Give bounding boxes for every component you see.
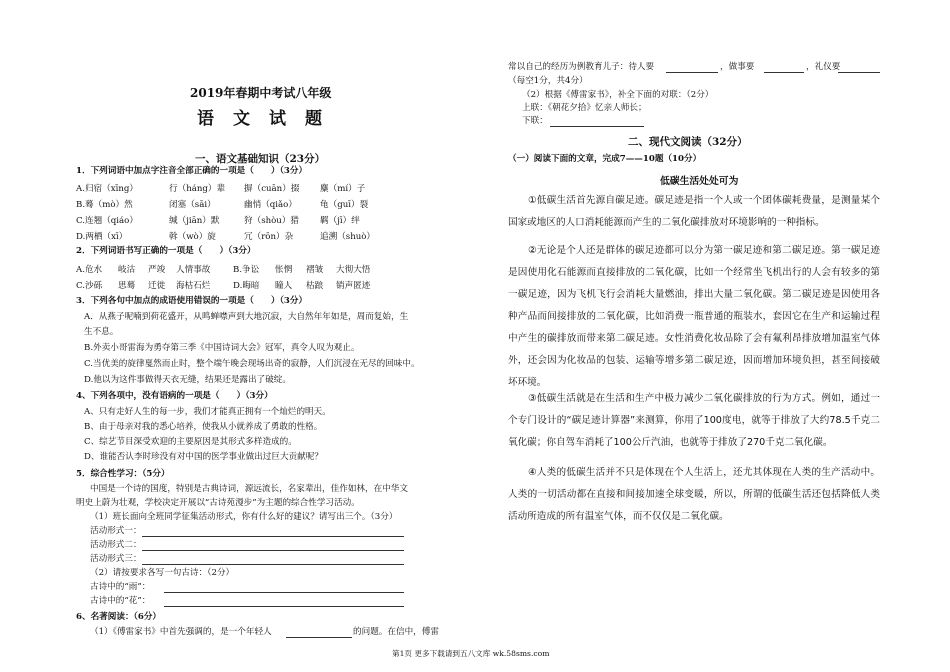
q2-a-w3: 严竣 — [148, 265, 166, 275]
q2-c-w4: 海枯石烂 — [176, 281, 211, 291]
q1-b1: B.蓦（mò）然 — [76, 200, 133, 210]
q2-d-w2: 瞳人 — [275, 281, 293, 291]
q4-option-d: D、谁能否认李时珍没有对中国的医学事业做出过巨大贡献呢？ — [84, 452, 323, 462]
q4-stem: 4、下列各项中，没有语病的一项是（ ）（3分） — [76, 391, 273, 401]
q6-sub2: （2）根据《傅雷家书》，补全下面的对联：（2分） — [522, 90, 714, 100]
reading-stem: （一）阅读下面的文章，完成7——10题（10分） — [508, 154, 702, 164]
q2-b-w4: 大彻大悟 — [336, 265, 371, 275]
q2-b-w2: 怅惘 — [275, 265, 293, 275]
q5-flower-blank[interactable] — [164, 606, 404, 607]
q1-b3: 幽悄（qiǎo） — [244, 200, 297, 210]
article-paragraph-1: ①低碳生活首先源自碳足迹。碳足迹是指一个人或一个团体碳耗费量，是测量某个国家或地区的人口消耗能源而产生的二氧化碳排放对环境影响的一种指标。 — [508, 195, 880, 228]
q6-line1-a: （1）《傅雷家书》中首先强调的，是一个年轻人 — [90, 627, 272, 637]
couplet-upper: 上联：《朝花夕拾》忆亲人师长； — [522, 103, 647, 113]
q2-a-w4: 人情事故 — [176, 265, 211, 275]
q6-stem: 6、名著阅读：（6分） — [76, 612, 162, 622]
section2-title: 二、现代文阅读（32分） — [628, 136, 748, 148]
q2-a-w1: A.危水 — [76, 265, 103, 275]
q3-option-a: A．从燕子呢喃到荷花盛开，从鸣蝉噤声到大地沉寂，大自然年年如是，周而复始，生 — [84, 312, 409, 322]
q5-form3-blank[interactable] — [142, 564, 404, 565]
q1-a4: 麋（mí）子 — [320, 184, 366, 194]
subject-title: 语 文 试 题 — [197, 109, 323, 129]
q6-cont-a: 常以自己的经历为例教育儿子：待人要 — [508, 62, 655, 72]
q6-score-note: （每空1分，共4分） — [508, 76, 588, 86]
q2-d-w1: D.晦暗 — [233, 281, 260, 291]
q2-c-w2: 思蓦 — [118, 281, 136, 291]
q2-d-w4: 销声匿迹 — [336, 281, 371, 291]
q1-d1: D.两栖（xī） — [76, 232, 128, 242]
q1-b4: 龟（guī）裂 — [320, 200, 369, 210]
q5-flower-label: 古诗中的“花”： — [90, 596, 151, 606]
q2-stem: 2．下列词语书写正确的一项是（ ）（3分） — [76, 246, 256, 256]
q3-option-a-cont: 生不息。 — [84, 327, 119, 337]
q5-intro-line1: 中国是一个诗的国度，特别是古典诗词，源远流长，名家辈出，佳作如林，在中华文 — [90, 484, 408, 494]
q6-cont-c: ，礼仪要 — [806, 62, 841, 72]
q2-c-w1: C.沙砾 — [76, 281, 103, 291]
page-footer: 第1页 更多下载请到五八文库 wk.58sms.com — [392, 649, 550, 658]
q5-form2-label: 活动形式二： — [90, 540, 142, 550]
q6-blank1[interactable] — [286, 637, 352, 638]
q4-option-b: B、由于母亲对我的悉心培养，使我从小就养成了勇敢的性格。 — [84, 422, 323, 432]
q6-blank-treat[interactable] — [666, 72, 718, 73]
couplet-lower-label: 下联： — [522, 116, 548, 126]
q1-a1: A.归宿（xīng） — [76, 184, 138, 194]
q2-a-w2: 岐沽 — [118, 265, 136, 275]
q1-d2: 斡（wò）旋 — [169, 232, 216, 242]
q5-form2-blank[interactable] — [142, 550, 404, 551]
article-paragraph-2: ②无论是个人还是群体的碳足迹都可以分为第一碳足迹和第二碳足迹。第一碳足迹是因使用化石能源而直接排放的二氧化碳，比如一个经常坐飞机出行的人会有较多的第一碳足迹，因为飞机飞行会消耗大量燃油，排出大量二氧化碳。第二碳足迹是因使用各种产品而间接排放的二氧化碳，比如消费一瓶普通的瓶装水，套因它在生产和运输过程中产生的碳排放而带来第二碳足迹。女性消费化妆品除了会有氟利昂排放增加温室气体外，还会因为化妆品的包装、运输等增多第二碳足迹，因而增加环境负担，甚至间接破坏环境。 — [508, 245, 880, 388]
article-paragraph-4: ④人类的低碳生活并不只是体现在个人生活上，还尤其体现在人类的生产活动中。人类的一切活动都在直接和间接加速全球变暖，所以，所谓的低碳生活还包括降低人类活动所造成的所有温室气体，而不仅仅是二氧化碳。 — [508, 467, 880, 522]
q6-cont-b: ，做事要 — [720, 62, 755, 72]
q2-d-w3: 枯踉 — [306, 281, 324, 291]
q2-c-w3: 迁徙 — [148, 281, 166, 291]
q6-blank-etiquette[interactable] — [838, 72, 880, 73]
q4-option-a: A、只有走好人生的每一步，我们才能真正拥有一个灿烂的明天。 — [84, 407, 331, 417]
q1-stem: 1．下列词语中加点字注音全部正确的一项是（ ）（3分） — [76, 166, 308, 176]
q1-a2: 行（háng）辈 — [169, 184, 226, 194]
q1-c1: C.连翘（qiáo） — [76, 216, 138, 226]
section1-title: 一、语文基础知识（23分） — [195, 153, 326, 165]
q5-sub1: （1）班长面向全班同学征集活动形式，你有什么好的建议？请写出三个。（3分） — [90, 512, 398, 522]
q2-b-w3: 褶皱 — [306, 265, 324, 275]
q3-option-c: C.当优美的旋律戛然而止时，整个端午晚会现场出奇的寂静，人们沉浸在无尽的回味中。 — [84, 359, 420, 369]
q3-option-d: D.他以为这件事做得天衣无缝，结果还是露出了破绽。 — [84, 375, 291, 385]
article-paragraph-3: ③低碳生活就是在生活和生产中极力减少二氧化碳排放的行为方式。例如，通过一个专门设计的“碳足迹计算器”来测算，你用了100度电，就等于排放了大约78.5千克二氧化碳；你自驾车消耗了100公斤汽油，也就等于排放了270千克二氧化碳。 — [508, 393, 880, 448]
q5-form1-label: 活动形式一： — [90, 526, 142, 536]
q5-form1-blank[interactable] — [142, 536, 404, 537]
q1-b2: 闭塞（sāi） — [169, 200, 216, 210]
article-title: 低碳生活处处可为 — [660, 176, 739, 187]
q5-rain-label: 古诗中的“雨”： — [90, 582, 151, 592]
exam-title: 2019年春期中考试八年级 — [190, 86, 332, 100]
q1-c2: 缄（jiān）默 — [169, 216, 220, 226]
q1-a3: 摒（cuān）掇 — [244, 184, 300, 194]
q3-option-b: B.外卖小哥雷海为勇夺第三季《中国诗词大会》冠军，真令人叹为观止。 — [84, 343, 360, 353]
q3-stem: 3．下列各句中加点的成语使用错误的一项是（ ）（3分） — [76, 296, 308, 306]
q1-d4: 追溯（shuò） — [320, 232, 376, 242]
q5-intro-line2: 明史上蔚为壮观，学校决定开展以“古诗苑漫步”为主题的综合性学习活动。 — [76, 498, 360, 508]
q6-blank-work[interactable] — [764, 72, 804, 73]
q1-c4: 羁（jī）绊 — [320, 216, 360, 226]
q5-stem: 5．综合性学习：（5分） — [76, 469, 170, 479]
q1-c3: 狩（shòu）猎 — [244, 216, 300, 226]
q2-b-w1: B.争讼 — [233, 265, 260, 275]
q5-form3-label: 活动形式三： — [90, 554, 142, 564]
couplet-lower-blank[interactable] — [550, 126, 644, 127]
q4-option-c: C、综艺节目深受欢迎的主要原因是其形式多样造成的。 — [84, 437, 297, 447]
q6-line1-b: 的问题。在信中，傅雷 — [353, 627, 439, 637]
q1-d3: 冗（rōn）杂 — [244, 232, 294, 242]
q5-sub2: （2）请按要求各写一句古诗：（2分） — [90, 568, 235, 578]
q5-rain-blank[interactable] — [164, 592, 404, 593]
